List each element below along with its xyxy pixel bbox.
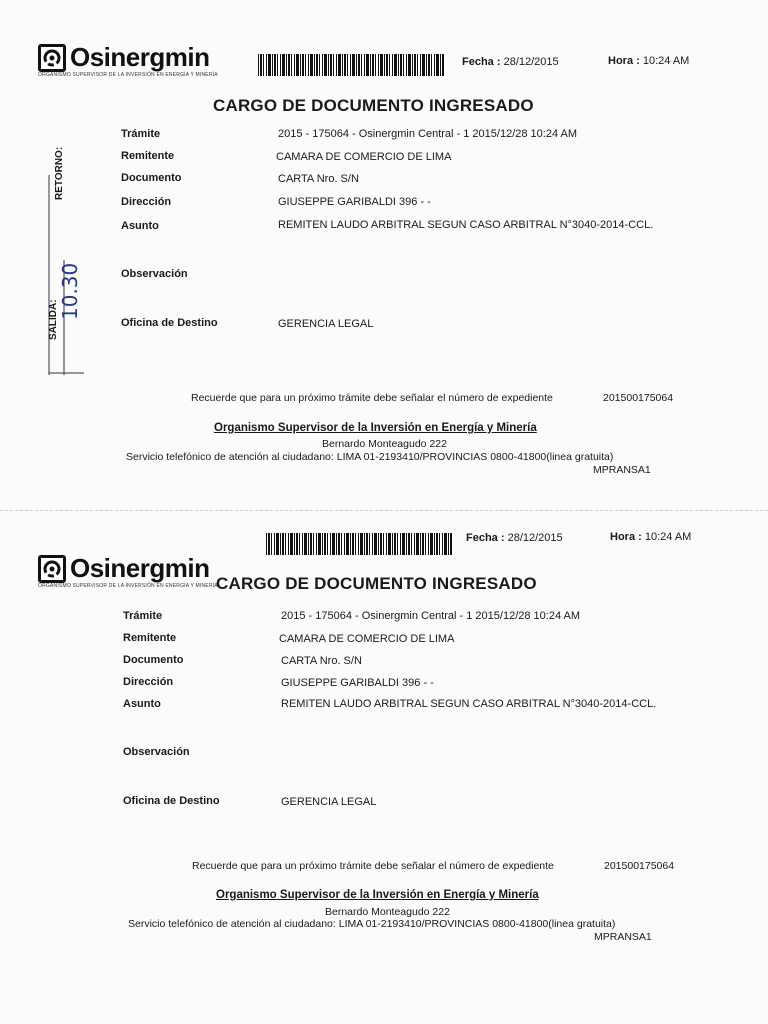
footer-address: Bernardo Monteagudo 222 (322, 438, 447, 450)
expediente-number: 201500175064 (604, 860, 675, 872)
osinergmin-logo (38, 553, 218, 589)
tramite-label: Trámite (121, 128, 161, 140)
oficina-value: GERENCIA LEGAL (278, 318, 374, 330)
hora-label: Hora : (610, 531, 642, 543)
documento-value: CARTA Nro. S/N (281, 655, 362, 667)
documento-label: Documento (121, 172, 182, 184)
document-title: CARGO DE DOCUMENTO INGRESADO (216, 574, 537, 593)
hora-value: 10:24 AM (644, 531, 692, 543)
stamp-retorno-label: RETORNO: (54, 146, 65, 200)
fecha (466, 532, 563, 544)
fecha-value: 28/12/2015 (503, 56, 559, 68)
osinergmin-logo-icon (38, 44, 66, 72)
asunto-label: Asunto (121, 220, 159, 232)
osinergmin-logo (38, 42, 218, 78)
recuerde-text: Recuerde que para un próximo trámite debe señalar el número de expediente (191, 392, 553, 404)
documento-label: Documento (123, 654, 184, 666)
fecha-label: Fecha : (462, 56, 501, 68)
footer-org: Organismo Supervisor de la Inversión en Energía y Minería (216, 889, 539, 901)
logo-brand: Osinergmin (70, 553, 210, 583)
barcode (266, 533, 452, 555)
stamp-salida-label: SALIDA: (48, 299, 59, 340)
document-title: CARGO DE DOCUMENTO INGRESADO (213, 96, 534, 115)
oficina-label: Oficina de Destino (123, 795, 220, 807)
fecha-label: Fecha : (466, 532, 505, 544)
footer-address: Bernardo Monteagudo 222 (325, 906, 450, 918)
direccion-label: Dirección (123, 676, 174, 688)
footer-code: MPRANSA1 (594, 931, 652, 943)
osinergmin-logo-icon (38, 555, 66, 583)
remitente-label: Remitente (123, 632, 177, 644)
hora-value: 10:24 AM (642, 55, 690, 67)
oficina-value: GERENCIA LEGAL (281, 796, 377, 808)
asunto-value: REMITEN LAUDO ARBITRAL SEGUN CASO ARBITRAL N°3040-2014-CCL. (281, 698, 657, 710)
stamp-salida-time: 10.30 (58, 262, 82, 320)
tramite-value: 2015 - 175064 - Osinergmin Central - 1 2015/12/28 10:24 AM (281, 610, 581, 622)
barcode (258, 54, 444, 76)
logo-tagline: ORGANISMO SUPERVISOR DE LA INVERSIÓN EN ENERGÍA Y MINERÍA (38, 583, 218, 589)
footer-phone: Servicio telefónico de atención al ciudadano: LIMA 01-2193410/PROVINCIAS 0800-41800(linea gratuita) (126, 451, 614, 463)
footer-code: MPRANSA1 (593, 464, 651, 476)
logo-brand: Osinergmin (70, 42, 210, 72)
fecha-value: 28/12/2015 (507, 532, 563, 544)
direccion-value: GIUSEPPE GARIBALDI 396 - - (281, 677, 434, 689)
remitente-label: Remitente (121, 150, 175, 162)
tramite-label: Trámite (123, 610, 163, 622)
recuerde-text: Recuerde que para un próximo trámite debe señalar el número de expediente (192, 860, 554, 872)
logo-tagline: ORGANISMO SUPERVISOR DE LA INVERSIÓN EN ENERGÍA Y MINERÍA (38, 72, 218, 78)
oficina-label: Oficina de Destino (121, 317, 218, 329)
receipt-slip-2 (0, 478, 768, 978)
hora (608, 55, 689, 67)
tramite-value: 2015 - 175064 - Osinergmin Central - 1 2015/12/28 10:24 AM (278, 128, 578, 140)
footer-phone: Servicio telefónico de atención al ciudadano: LIMA 01-2193410/PROVINCIAS 0800-41800(linea gratuita) (128, 918, 616, 930)
footer-org: Organismo Supervisor de la Inversión en Energía y Minería (214, 422, 537, 434)
direccion-value: GIUSEPPE GARIBALDI 396 - - (278, 196, 431, 208)
hora (610, 531, 691, 543)
remitente-value: CAMARA DE COMERCIO DE LIMA (279, 633, 455, 645)
asunto-label: Asunto (123, 698, 161, 710)
direccion-label: Dirección (121, 196, 172, 208)
documento-value: CARTA Nro. S/N (278, 173, 359, 185)
receipt-slip-1 (0, 0, 768, 500)
expediente-number: 201500175064 (603, 392, 674, 404)
hora-label: Hora : (608, 55, 640, 67)
remitente-value: CAMARA DE COMERCIO DE LIMA (276, 151, 452, 163)
exit-stamp (44, 146, 86, 375)
fecha (462, 56, 559, 68)
asunto-value: REMITEN LAUDO ARBITRAL SEGUN CASO ARBITRAL N°3040-2014-CCL. (278, 219, 654, 231)
observacion-label: Observación (123, 746, 190, 758)
observacion-label: Observación (121, 268, 188, 280)
